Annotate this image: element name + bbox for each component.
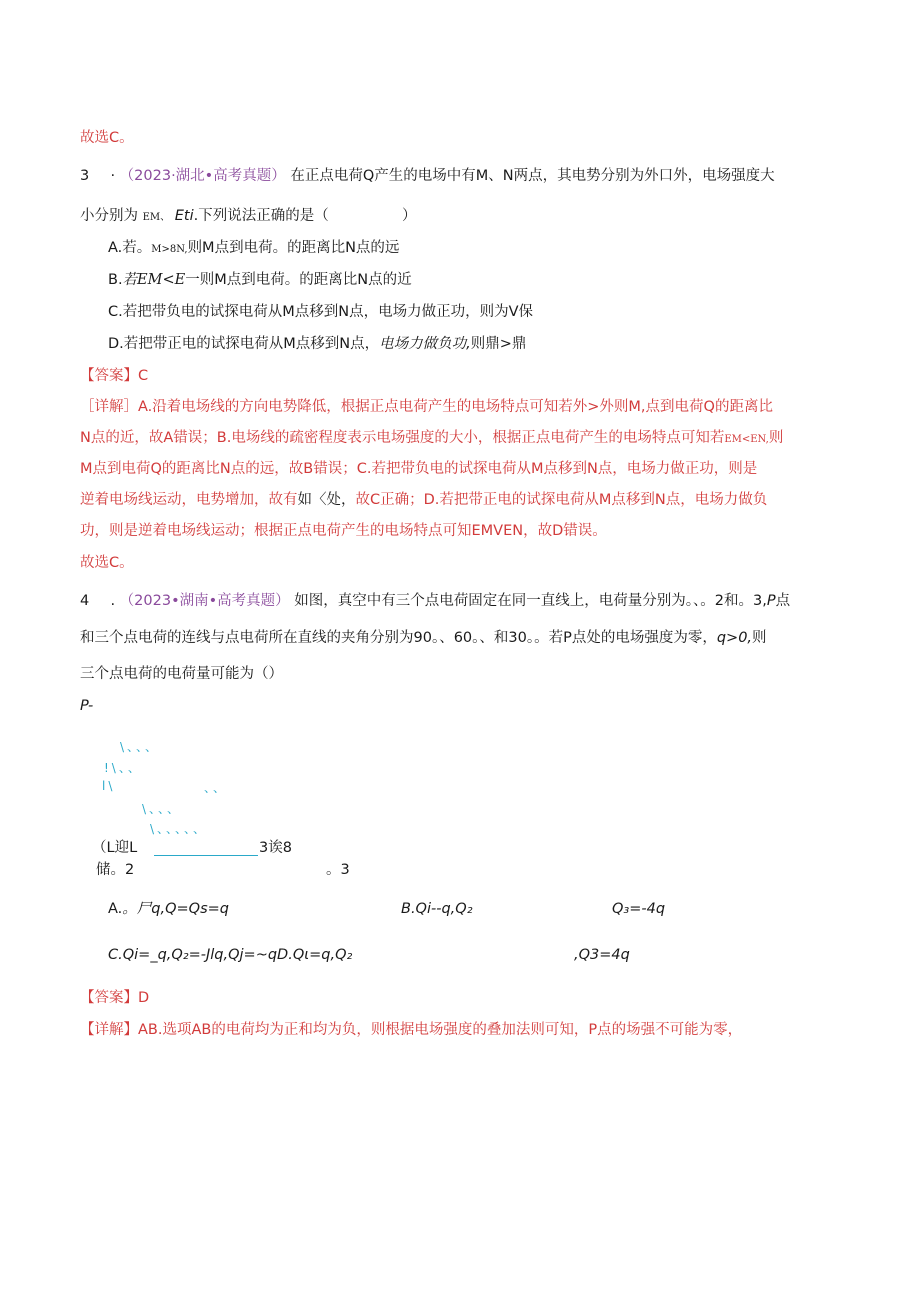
q4-option-b: B.Qi--q,Q₂	[401, 901, 473, 917]
q3-stem-a: 在正点电荷Q产生的电场中有M、N两点，其电势分别为外口外，电场强度大	[290, 168, 775, 184]
figure-baseline-label-left: （L迎L	[92, 840, 138, 856]
previous-conclusion: 故选C。	[80, 130, 134, 146]
q4-number: 4	[80, 593, 90, 609]
figure-line-row1: \、、、	[120, 740, 161, 754]
q3-detail-line2	[80, 428, 783, 450]
q3-option-d-italic: 电场力做负功,	[379, 336, 471, 352]
q4-stem-b2: 则	[752, 630, 767, 646]
q4-option-a-prefix: A.	[108, 901, 123, 917]
figure-baseline	[154, 855, 258, 856]
q4-option-a-text: 。尸q,Q=Qs=q	[122, 901, 229, 917]
figure-line-row2: !\、、	[104, 761, 143, 775]
q3-stem-line2	[80, 206, 416, 228]
q3-detail-line1: ［详解］A.沿着电场线的方向电势降低，根据正点电荷产生的电场特点可知若外>外则M,点到电荷Q的距离比	[80, 399, 773, 415]
q4-stem-line1	[80, 591, 790, 611]
q3-option-a-symbol: M>8N,	[151, 244, 188, 255]
q3-option-d-text2: 则鼎>鼎	[470, 336, 527, 352]
q3-stem-b2: .下列说法正确的是（	[193, 208, 329, 224]
q3-option-a-prefix: A.若。	[108, 240, 152, 256]
q4-source: （2023•湖南•高考真题）	[119, 593, 290, 609]
q3-option-b-prefix: B.	[108, 272, 123, 288]
q4-option-a	[108, 899, 229, 919]
q3-option-a	[108, 238, 399, 260]
q3-detail-symbol: EM<EN,	[724, 434, 769, 445]
q3-option-b-symbol: 若EM<E	[122, 272, 186, 288]
q3-dot: ·	[110, 168, 116, 184]
figure-caption-q3: 。3	[326, 862, 350, 878]
q4-stem-a1: 如图，真空中有三个点电荷固定在同一直线上，电荷量分别为。、。2和。3,	[294, 593, 767, 609]
q3-detail-line4	[80, 490, 767, 510]
q4-detail-line1: 【详解】AB.选项AB的电荷均为正和均为负，则根据电场强度的叠加法则可知，P点的场强不可能为零，	[80, 1022, 743, 1038]
q3-detail-line3: M点到电荷Q的距离比N点的远，故B错误；C.若把带负电的试探电荷从M点移到N点，电场力做正功，则是	[80, 461, 758, 477]
q4-answer: 【答案】D	[80, 990, 150, 1006]
q3-option-d-text1: D.若把带正电的试探电荷从M点移到N点，	[108, 336, 380, 352]
figure-line-row5: \、、、、、	[150, 822, 209, 836]
figure-caption-q2: 储。2	[96, 862, 135, 878]
figure-line-row3a: l\	[102, 779, 116, 793]
q4-dot: .	[110, 593, 116, 609]
figure-line-row4: \、、、	[142, 802, 183, 816]
q3-option-b	[108, 270, 412, 290]
q3-option-b-text: 一则M点到电荷。的距离比N点的近	[185, 272, 412, 288]
q4-stem-b1: 和三个点电荷的连线与点电荷所在直线的夹角分别为90。、60。、和30。。若P点处的电场强度为零，	[80, 630, 717, 646]
q3-detail-line4-black: 如〈处，	[297, 492, 356, 508]
q3-number: 3	[80, 168, 90, 184]
q3-stem-b3: ）	[401, 208, 417, 224]
q3-option-a-text: 则M点到电荷。的距离比N点的远	[187, 240, 400, 256]
figure-line-row3b: 、、	[204, 781, 229, 795]
q3-source: （2023·湖北•高考真题）	[119, 168, 286, 184]
figure-point-p-label: P-	[80, 698, 94, 714]
q3-option-d	[108, 334, 526, 354]
q3-symbol-em: EM、	[142, 212, 171, 223]
q4-stem-condition: q>0,	[716, 630, 753, 646]
q3-detail-line4-a: 逆着电场线运动，电势增加，故有	[80, 492, 298, 508]
q3-detail-line2-b: 则	[768, 430, 784, 446]
q3-stem-line1	[80, 166, 775, 186]
q3-detail-line2-a: N点的近，故A错误；B.电场线的疏密程度表示电场强度的大小，根据正点电荷产生的电场特点可知若	[80, 430, 725, 446]
q4-stem-line2	[80, 628, 767, 648]
q4-option-cd: C.Qi=_q,Q₂=-Jlq,Qj=~qD.Qι=q,Q₂	[108, 947, 353, 963]
q3-symbol-et: Eti	[174, 208, 194, 224]
q3-answer: 【答案】C	[80, 368, 149, 384]
figure-baseline-label-right: 3诶8	[259, 840, 292, 856]
q3-detail-line5: 功，则是逆着电场线运动；根据正点电荷产生的电场特点可知EMVEN，故D错误。	[80, 523, 607, 539]
q3-stem-b1: 小分别为	[80, 208, 138, 224]
q3-detail-line4-c: 故C正确；D.若把带正电的试探电荷从M点移到N点，电场力做负	[355, 492, 768, 508]
q4-stem-line3: 三个点电荷的电荷量可能为（）	[80, 666, 283, 682]
q4-option-d-tail: ,Q3=4q	[574, 947, 630, 963]
q4-option-b-tail: Q₃=-4q	[612, 901, 666, 917]
q3-option-c: C.若把带负电的试探电荷从M点移到N点，电场力做正功，则为V保	[108, 304, 534, 320]
q4-stem-p: P	[766, 593, 776, 609]
q4-stem-a2: 点	[775, 593, 791, 609]
q3-conclusion: 故选C。	[80, 555, 134, 571]
